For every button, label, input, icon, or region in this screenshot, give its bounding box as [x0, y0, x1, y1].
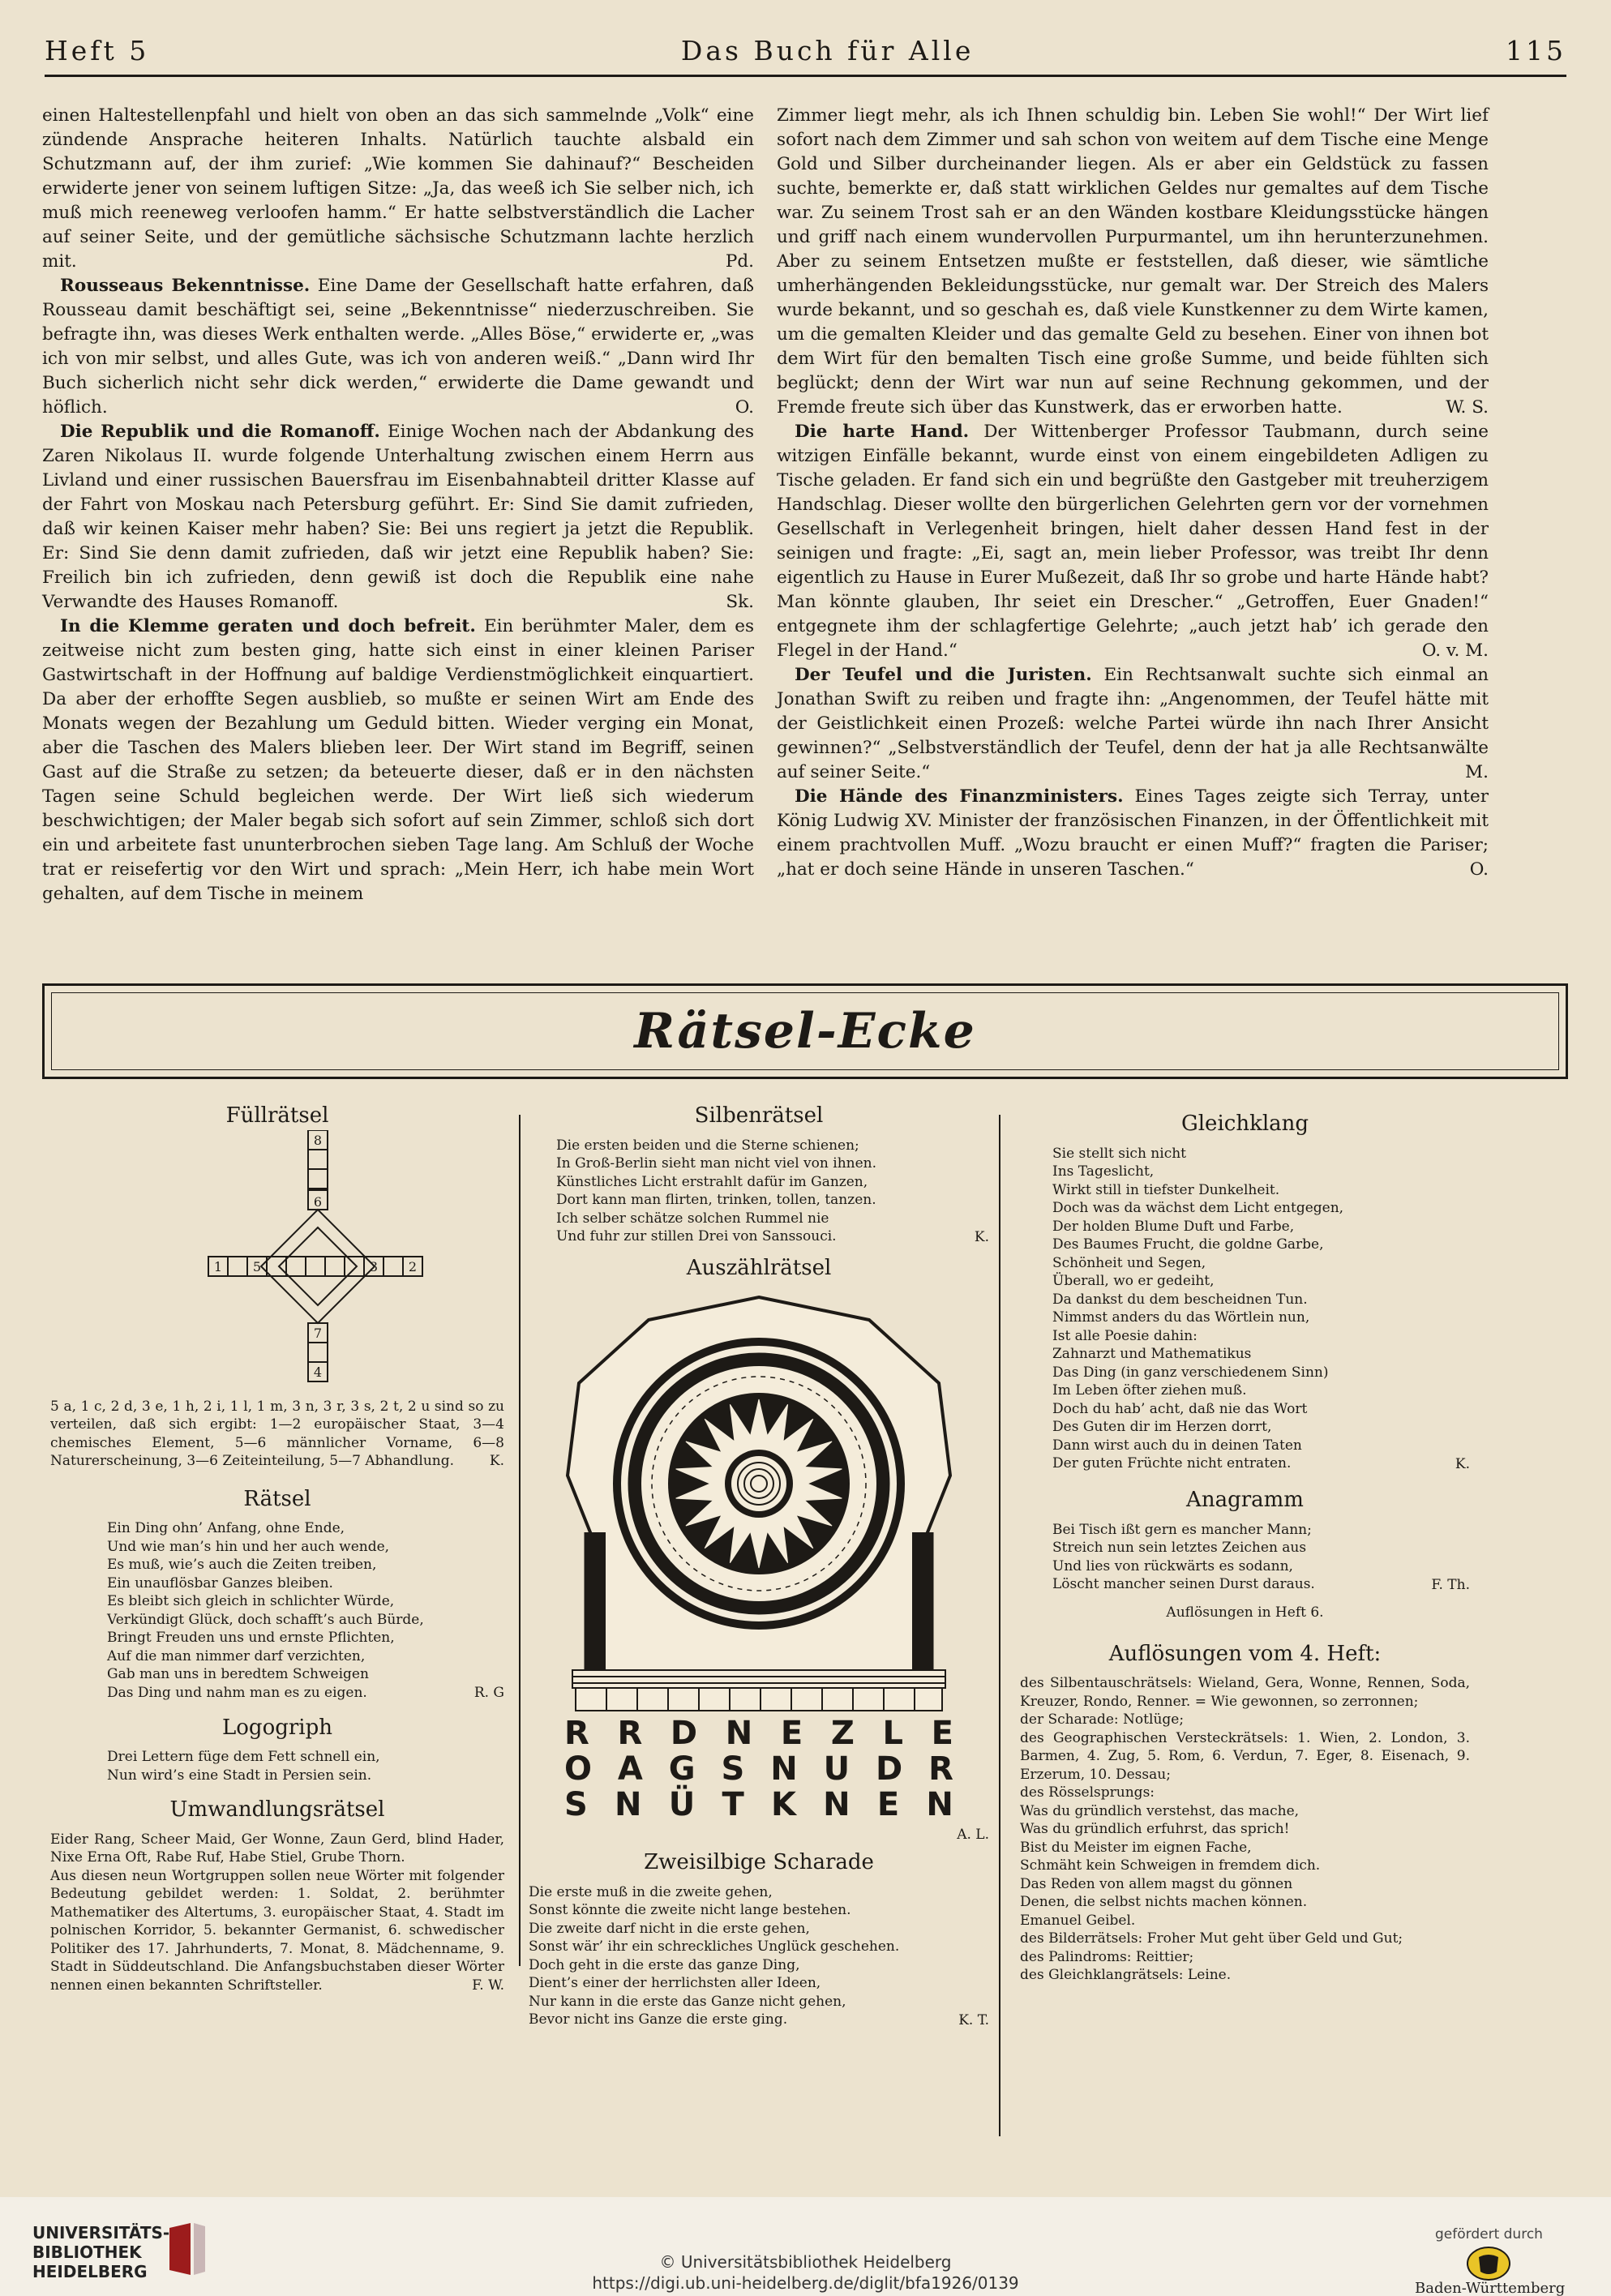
- column-divider-2: [999, 1115, 1000, 2136]
- article-title: Die Hände des Finanzministers.: [795, 786, 1124, 807]
- puzzle-column-1: [50, 1103, 504, 1995]
- article-title: In die Klemme geraten und doch befreit.: [60, 616, 476, 636]
- auszaehl-letter: D: [876, 1750, 903, 1788]
- fuellraetsel-diagram: [99, 1130, 456, 1398]
- gleichklang-sig: K.: [1455, 1455, 1470, 1472]
- grid-number-7: 7: [313, 1325, 323, 1341]
- auszaehl-letter: E: [780, 1714, 803, 1752]
- auszaehl-letter: S: [721, 1750, 745, 1788]
- auszaehl-letter: N: [823, 1785, 850, 1823]
- article-paragraph: [777, 420, 1489, 663]
- grid-number-6: 6: [313, 1193, 323, 1210]
- auszaehl-letter: K: [770, 1785, 796, 1823]
- article-text: Der Wittenberger Professor Taubmann, durch seine witzigen Einfälle bekannt, wurde einst von einem eingebildeten Adligen zu Tische geladen. Er fand sich ein und begrüßte den Gastgeber mit treuherzigem Handschlag. Dieser wollte den bürgerlichen Gelehrten gern vor der vornehmen Gesellschaft in Verlegenheit bringen, hielt daher dessen Hand fest in der seinigen und fragte: „Ei, sagt an, mein lieber Professor, was treibt Ihr denn eigentlich zu Hause in Eurer Mußezeit, daß Ihr so grobe und harte Hände habt? Man könnte glauben, Ihr seiet ein Drescher.“ „Getroffen, Euer Gnaden!“ entgegnete ihm der schlagfertige Gelehrte; „auch jetzt hab’ ich gerade den Flegel in der Hand.“: [777, 422, 1489, 661]
- auszaehl-letter: Z: [830, 1714, 855, 1752]
- article-paragraph: [42, 104, 754, 274]
- anagramm-title: Anagramm: [1186, 1488, 1304, 1512]
- auszaehl-letter: N: [770, 1750, 798, 1788]
- article-signature: O. v. M.: [1421, 640, 1489, 661]
- raetsel-title: Rätsel: [243, 1486, 311, 1511]
- funded-by-label: gefördert durch: [1435, 2226, 1543, 2242]
- article-signature: Sk.: [726, 592, 754, 612]
- auszaehl-letter: L: [882, 1714, 903, 1752]
- source-url[interactable]: https://digi.ub.uni-heidelberg.de/diglit/bfa1926/0139: [592, 2273, 1019, 2293]
- article-text: einen Haltestellenpfahl und hielt von oben an das sich sammelnde „Volk“ eine zündende Ansprache heiteren Inhalts. Natürlich tauchte alsbald ein Schutzmann auf, der ihm zurief: „Wie kommen Sie dahinauf?“ Bescheiden erwiderte jener von seinem luftigen Sitze: „Ja, das weeß ich Sie selber nich, ich muß mich reeneweg verloofen hamm.“ Er hatte selbstverständlich die Lacher auf seiner Seite, und der gemütliche sächsische Schutzmann lachte herzlich mit.: [42, 105, 754, 272]
- auszaehl-letter: R: [928, 1750, 953, 1788]
- auszaehl-letter: E: [931, 1714, 953, 1752]
- article-text: Eines Tages zeigte sich Terray, unter König Ludwig XV. Minister der französischen Finanzen, in der Öffentlichkeit mit einem prachtvollen Muff. „Wozu braucht er einen Muff?“ fragten die Pariser; „hat er doch seine Hände in unseren Taschen.“: [777, 786, 1489, 880]
- grid-number-4: 4: [313, 1364, 323, 1380]
- raetsel-text: Ein Ding ohn’ Anfang, ohne Ende, Und wie man’s hin und her auch wende, Es muß, wie’s auch die Zeiten treiben, Ein unauflösbar Ganzes bleiben. Es bleibt sich gleich in schlichter Würde, Verkündigt Glück, doch schafft’s auch Bürde, Bringt Freuden uns und ernste Pflichten, Auf die man nimmer darf verzichten, Gab man uns in beredtem Schweigen Das Ding und nahm man es zu eigen.: [107, 1520, 424, 1701]
- scharade-title: Zweisilbige Scharade: [644, 1850, 874, 1874]
- auszaehl-letter: S: [564, 1785, 588, 1823]
- anagramm-sig: F. Th.: [1431, 1576, 1470, 1593]
- auszaehl-letter: N: [926, 1785, 953, 1823]
- article-paragraph: [42, 615, 754, 906]
- state-name: Baden-Württemberg: [1415, 2280, 1566, 2296]
- article-text: Einige Wochen nach der Abdankung des Zaren Nikolaus II. wurde folgende Unterhaltung zwischen einem Herrn aus Livland und einer russischen Bauersfrau im Eisenbahnabteil dritter Klasse auf der Fahrt von Moskau nach Petersburg geführt. Er: Sind Sie damit zufrieden, daß wir keinen Kaiser mehr haben? Sie: Bei uns regiert ja jetzt die Republik. Er: Sind Sie denn damit zufrieden, daß wir jetzt eine Republik haben? Sie: Freilich bin ich zufrieden, denn gewiß ist doch die Republik eine nahe Verwandte des Hauses Romanoff.: [42, 422, 754, 612]
- article-title: Die Republik und die Romanoff.: [60, 422, 380, 442]
- magazine-title: Das Buch für Alle: [680, 35, 975, 66]
- silbenraetsel-sig: K.: [974, 1228, 989, 1245]
- grid-number-5: 5: [252, 1258, 262, 1274]
- logogriph-text: Drei Lettern füge dem Fett schnell ein, Nun wird’s eine Stadt in Persien sein.: [107, 1749, 380, 1784]
- auszaehl-sig: A. L.: [957, 1826, 989, 1843]
- aufloesungen-title: Auflösungen vom 4. Heft:: [1108, 1641, 1382, 1666]
- auszaehl-letter: U: [823, 1750, 850, 1788]
- aufloesungen-text: des Silbentauschrätsels: Wieland, Gera, Wonne, Rennen, Soda, Kreuzer, Rondo, Renner. = Wie gewonnen, so zerronnen; der Scharade: Notlüge; des Geographischen Versteckrätsels: 1. Wien, 2. London, 3. Barmen, 4. Zug, 5. Rom, 6. Verdun, 7. Eger, 8. Eisenach, 9. Erzerum, 10. Dessau; des Rösselsprungs: Was du gründlich verstehst, das mache, Was du gründlich erfuhrst, das sprich! Bist du Meister im eignen Fache, Schmäht kein Schweigen in fremdem dich. Das Reden von allem magst du gönnen Denen, die selbst nichts machen können. Emanuel Geibel. des Bilderrätsels: Froher Mut geht über Geld und Gut; des Palindroms: Reittier; des Gleichklangrätsels: Leine.: [1020, 1675, 1470, 1983]
- article-signature: O.: [1469, 859, 1489, 880]
- article-title: Der Teufel und die Juristen.: [795, 665, 1092, 685]
- article-signature: M.: [1465, 762, 1489, 782]
- article-signature: O.: [735, 397, 754, 418]
- auszaehl-letters: [529, 1716, 989, 1823]
- header-rule: [45, 75, 1566, 77]
- auszaehl-letter: G: [668, 1750, 696, 1788]
- baden-wuerttemberg-crest-icon: [1466, 2246, 1511, 2281]
- auszaehl-letter: D: [670, 1714, 698, 1752]
- auszaehl-letter: R: [617, 1714, 643, 1752]
- article-text: Ein berühmter Maler, dem es zeitweise nicht zum besten ging, hatte sich einst in einer kleinen Pariser Gastwirtschaft in der Hoffnung auf baldige Verdienstmöglichkeit einquartiert. Da aber der erhoffte Segen ausblieb, so mußte er seinen Wirt am Ende des Monats wegen der Bezahlung um Geduld bitten. Wieder verging ein Monat, aber die Taschen des Malers blieben leer. Der Wirt stand im Begriff, seinen Gast auf die Straße zu setzen; da beteuerte dieser, daß er in den nächsten Tagen seine Schuld begleichen werde. Der Wirt ließ sich wiederum beschwichtigen; der Maler begab sich sofort auf sein Zimmer, schloß sich dort ein und arbeitete fast ununterbrochen sieben Tage lang. Am Schluß der Woche trat er reisefertig vor den Wirt und sprach: „Mein Herr, ich habe mein Wort gehalten, auf dem Tische in meinem: [42, 616, 754, 904]
- logogriph-title: Logogriph: [222, 1715, 332, 1740]
- auszaehl-letter: O: [564, 1750, 593, 1788]
- issue-label: Heft 5: [45, 35, 150, 66]
- article-paragraph: [777, 785, 1489, 882]
- grid-number-1: 1: [213, 1258, 223, 1274]
- scharade-text: Die erste muß in die zweite gehen, Sonst könnte die zweite nicht lange bestehen. Die zweite darf nicht in die erste gehen, Sonst wär’ ihr ein schreckliches Unglück geschehen. Doch geht in die erste das ganze Ding, Dient’s einer der herrlichsten aller Ideen, Nur kann in die erste das Ganze nicht gehen, Bevor nicht ins Ganze die erste ging.: [529, 1883, 900, 2028]
- auszaehl-letter: T: [722, 1785, 744, 1823]
- article-text: Ein Rechtsanwalt suchte sich einmal an Jonathan Swift zu reiben und fragte ihn: „Angenommen, der Teufel hätte mit der Geistlichkeit einen Prozeß: welche Partei würde ihn nach Ihrer Ansicht gewinnen?“ „Selbstverständlich der Teufel, denn der hat ja alle Rechtsanwälte auf seiner Seite.“: [777, 665, 1489, 782]
- article-signature: W. S.: [1446, 397, 1489, 418]
- fuellraetsel-title: Füllrätsel: [225, 1103, 329, 1128]
- gleichklang-text: Sie stellt sich nicht Ins Tageslicht, Wirkt still in tiefster Dunkelheit. Doch was da wächst dem Licht entgegen, Der holden Blume Duft und Farbe, Des Baumes Frucht, die goldne Garbe, Schönheit und Segen, Überall, wo er gedeiht, Da dankst du dem bescheidnen Tun. Nimmst anders du das Wörtlein nun, Ist alle Poesie dahin: Zahnarzt und Mathematikus Das Ding (in ganz verschiedenem Sinn) Im Leben öfter ziehen muß. Doch du hab’ acht, daß nie das Wort Des Guten dir im Herzen dorrt, Dann wirst auch du in deinen Taten Der guten Früchte nicht entraten.: [1052, 1145, 1344, 1471]
- article-title: Die harte Hand.: [795, 422, 970, 442]
- right-column: [777, 104, 1489, 882]
- grid-number-8: 8: [313, 1132, 323, 1148]
- umwandlung-title: Umwandlungsrätsel: [169, 1797, 385, 1822]
- copyright: © Universitätsbibliothek Heidelberg: [659, 2252, 952, 2272]
- article-paragraph: [42, 274, 754, 420]
- fuellraetsel-grid: [99, 1132, 456, 1380]
- auszaehl-row-1: [564, 1716, 953, 1751]
- auszaehl-letter: R: [564, 1714, 589, 1752]
- umwandlung-sig: F. W.: [472, 1977, 504, 1994]
- auszaehl-row-2: [564, 1751, 953, 1787]
- puzzle-column-2: [529, 1103, 989, 2029]
- anagramm-note: Auflösungen in Heft 6.: [1166, 1604, 1324, 1621]
- article-title: Rousseaus Bekenntnisse.: [60, 276, 311, 296]
- auszaehl-ornament: [529, 1289, 989, 1719]
- umwandlung-text: Eider Rang, Scheer Maid, Ger Wonne, Zaun Gerd, blind Hader, Nixe Erna Oft, Rabe Ruf, Habe Stiel, Grube Thorn. Aus diesen neun Wortgruppen sollen neue Wörter mit folgender Bedeutung gebildet werden: 1. Soldat, 2. berühmter Mathematiker des Altertums, 3. europäischer Staat, 4. Stadt im polnischen Korridor, 5. bekannter Germanist, 6. schwedischer Politiker des 17. Jahrhunderts, 7. Monat, 8. Mädchenname, 9. Stadt in Süddeutschland. Die Anfangsbuchstaben dieser Wörter nennen einen bekannten Schriftsteller.: [50, 1831, 504, 1994]
- article-text: Zimmer liegt mehr, als ich Ihnen schuldig bin. Leben Sie wohl!“ Der Wirt lief sofort nach dem Zimmer und sah schon von weitem auf dem Tische eine Menge Gold und Silber durcheinander liegen. Als er aber ein Geldstück zu fassen suchte, bemerkte er, daß statt wirklichen Geldes nur gemaltes auf dem Tische war. Zu seinem Trost sah er an den Wänden kostbare Kleidungsstücke hängen und griff nach einem wundervollen Purpurmantel, um ihn herunterzunehmen. Aber zu seinem Entsetzen mußte er feststellen, daß dieser, wie sämtliche umherhängenden Bekleidungsstücke, nur gemalt war. Der Streich des Malers wurde bekannt, und so geschah es, daß viele Kunstkenner zu dem Wirte kamen, um die gemalten Kleider und das gemalte Geld zu besehen. Einer von ihnen bot dem Wirt für den bemalten Tisch eine große Summe, und beide fühlten sich beglückt; denn der Wirt war nun auf seine Rechnung gekommen, und der Fremde freute sich über das Kunstwerk, das er erworben hatte.: [777, 105, 1489, 418]
- auszaehl-letter: E: [876, 1785, 900, 1823]
- auszaehl-letter: N: [725, 1714, 753, 1752]
- scharade-sig: K. T.: [958, 2011, 989, 2028]
- article-paragraph: [42, 420, 754, 615]
- raetsel-sig: R. G: [473, 1685, 504, 1701]
- grid-number-3: 3: [369, 1258, 379, 1274]
- fuellraetsel-text: [50, 1398, 504, 1471]
- library-name: UNIVERSITÄTS- BIBLIOTHEK HEIDELBERG: [32, 2223, 170, 2281]
- banner-title: Rätsel-Ecke: [634, 1003, 976, 1060]
- article-paragraph: [777, 663, 1489, 785]
- anagramm-text: Bei Tisch ißt gern es mancher Mann; Streich nun sein letztes Zeichen aus Und lies von rückwärts es sodann, Löscht mancher seinen Durst daraus.: [1052, 1521, 1315, 1592]
- article-signature: Pd.: [725, 251, 754, 272]
- left-column: [42, 104, 754, 906]
- raetsel-ecke-banner: [42, 983, 1568, 1079]
- silbenraetsel-text: Die ersten beiden und die Sterne schienen; In Groß-Berlin sieht man nicht viel von ihnen. Künstliches Licht erstrahlt dafür im Ganzen, Dort kann man flirten, trinken, tollen, tanzen. Ich selber schätze solchen Rummel nie Und fuhr zur stillen Drei von Sanssouci.: [556, 1137, 877, 1244]
- banner-inner-frame: [51, 992, 1559, 1070]
- column-divider-1: [519, 1115, 521, 1966]
- silbenraetsel-title: Silbenrätsel: [694, 1103, 824, 1128]
- auszaehl-letter: A: [617, 1750, 643, 1788]
- auszaehl-title: Auszählrätsel: [686, 1256, 832, 1280]
- grid-number-2: 2: [408, 1258, 418, 1274]
- fuellraetsel-sig: K.: [489, 1453, 504, 1469]
- puzzle-column-3: [1020, 1107, 1470, 1985]
- page-header: [45, 31, 1566, 66]
- fuellraetsel-instructions: 5 a, 1 c, 2 d, 3 e, 1 h, 2 i, 1 l, 1 m, 3 n, 3 r, 3 s, 2 t, 2 u sind so zu verteilen, daß sich ergibt: 1—2 europäischer Staat, 3—4 chemisches Element, 5—6 männlicher Vorname, 6—8 Naturerscheinung, 3—6 Zeiteinteilung, 5—7 Abhandlung.: [50, 1398, 504, 1469]
- page-number: 115: [1506, 35, 1566, 66]
- auszaehl-letter: N: [615, 1785, 642, 1823]
- article-text: Eine Dame der Gesellschaft hatte erfahren, daß Rousseau damit beschäftigt sei, seine „Bekenntnisse“ niederzuschreiben. Sie befragte ihn, was dieses Werk enthalten werde. „Alles Böse,“ erwiderte er, „was ich von mir selbst, und alles Gute, was ich von anderen weiß.“ „Dann wird Ihr Buch sicherlich nicht sehr dick werden,“ erwiderte die Dame gewandt und höflich.: [42, 276, 754, 418]
- article-paragraph: [777, 104, 1489, 420]
- gleichklang-title: Gleichklang: [1180, 1112, 1309, 1136]
- auszaehl-row-3: [564, 1787, 953, 1823]
- auszaehl-letter: Ü: [668, 1785, 696, 1823]
